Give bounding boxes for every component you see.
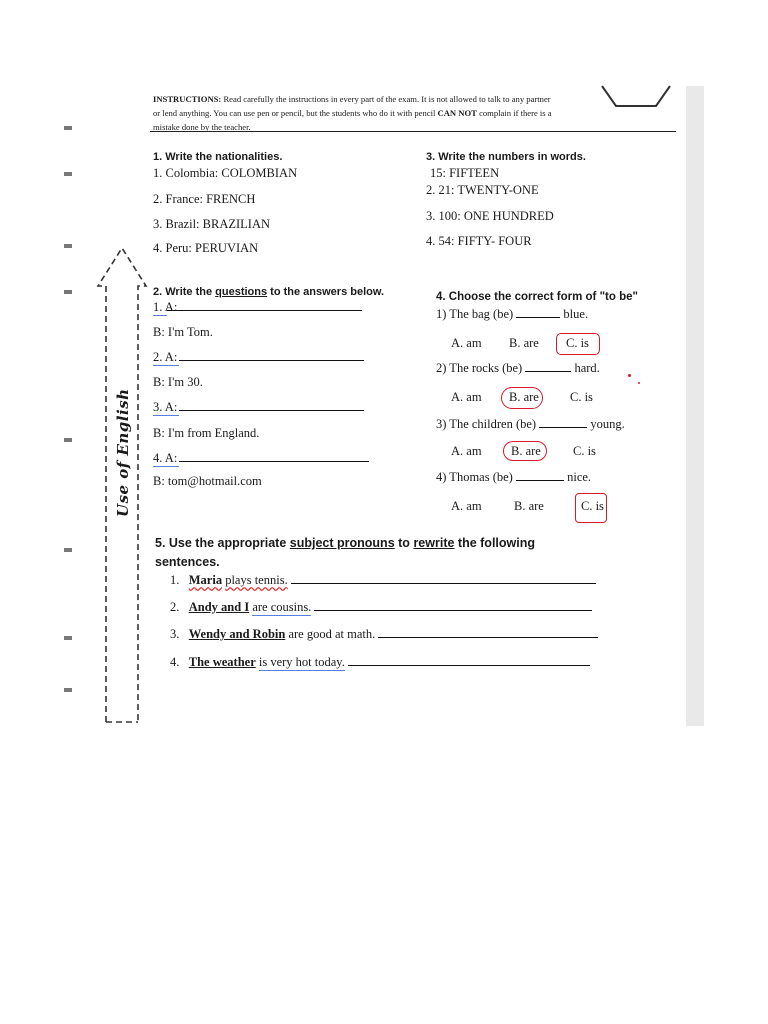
option: A. am — [451, 499, 482, 513]
option: A. am — [451, 444, 482, 458]
rewrite-number: 2. — [170, 600, 180, 614]
instructions-text-2a: or lend anything. You can use pen or pencil, but the students who do it with pencil — [153, 108, 436, 118]
instructions-text-1: Read carefully the instructions in every part of the exam. It is not allowed to talk to any partner — [223, 94, 551, 104]
rewrite-item — [170, 655, 590, 671]
choice-question-text: 4) Thomas (be) — [436, 470, 513, 484]
rewrite-number: 1. — [170, 573, 180, 587]
section-1-title: 1. Write the nationalities. — [153, 151, 283, 163]
rewrite-number: 4. — [170, 655, 180, 669]
section-2-title-post: to the answers below. — [270, 286, 385, 298]
question-prefix: 2. A: — [153, 350, 178, 364]
answer-line: B: tom@hotmail.com — [153, 474, 262, 488]
instructions-label: INSTRUCTIONS: — [153, 94, 222, 104]
option: A. am — [451, 336, 482, 350]
rewrite-item — [170, 573, 596, 588]
rewrite-number: 3. — [170, 627, 180, 641]
question-line — [153, 400, 364, 416]
option: B. are — [514, 499, 544, 513]
rewrite-rest: are cousins. — [252, 600, 312, 614]
rewrite-item — [170, 600, 592, 616]
instructions-text-2b: complain if there is a — [479, 108, 552, 118]
choice-question-text: 3) The children (be) — [436, 417, 537, 431]
choice-question-end: young. — [590, 417, 625, 431]
rewrite-rest: is very hot today. — [258, 655, 345, 669]
section-2-title-pre: 2. Write the — [153, 286, 213, 298]
instructions-cannot: CAN NOT — [437, 108, 477, 118]
sheet-edge — [686, 86, 704, 726]
rewrite-rest: are good at math. — [288, 627, 376, 641]
section-5-subject-pronouns: subject pronouns — [289, 536, 395, 550]
section-4-title: 4. Choose the correct form of "to be" — [436, 291, 638, 303]
rewrite-item — [170, 627, 598, 642]
option: B. are — [509, 336, 539, 350]
section-3-item: 4. 54: FIFTY- FOUR — [426, 234, 532, 248]
rewrite-rest: plays tennis. — [225, 573, 288, 587]
choice-question — [436, 361, 600, 376]
side-label: Use of English — [114, 388, 132, 517]
question-line — [153, 350, 364, 366]
question-line — [153, 300, 362, 316]
answer-circle — [575, 493, 607, 523]
option-selected: B. are — [509, 390, 539, 404]
corner-shape — [600, 84, 672, 112]
choice-question-end: hard. — [574, 361, 600, 375]
option: A. am — [451, 390, 482, 404]
answer-line: B: I'm from England. — [153, 426, 260, 440]
section-1-item: 2. France: FRENCH — [153, 192, 256, 206]
section-3-item: 15: FIFTEEN — [430, 166, 500, 180]
red-dot — [628, 374, 631, 377]
choice-question — [436, 417, 625, 432]
section-5-rewrite: rewrite — [413, 536, 455, 550]
instructions-text-3: mistake done by the teacher. — [153, 122, 251, 132]
question-line — [153, 451, 369, 467]
choice-question-end: blue. — [563, 307, 589, 321]
section-1-item: 1. Colombia: COLOMBIAN — [153, 166, 298, 180]
answer-circle — [501, 387, 543, 409]
option-selected: B. are — [511, 444, 541, 458]
section-3-item: 3. 100: ONE HUNDRED — [426, 209, 554, 223]
section-5-title-line2: sentences. — [155, 555, 220, 569]
rewrite-subject: Wendy and Robin — [188, 627, 286, 641]
red-dot — [638, 382, 640, 384]
option: C. is — [570, 390, 593, 404]
option-selected: C. is — [581, 499, 604, 513]
question-prefix: 1. A: — [153, 300, 178, 314]
question-prefix: 3. A: — [153, 400, 178, 414]
choice-question — [436, 470, 591, 485]
answer-line: B: I'm 30. — [153, 375, 203, 389]
section-3-title: 3. Write the numbers in words. — [426, 151, 586, 163]
section-1-item: 4. Peru: PERUVIAN — [153, 241, 259, 255]
answer-line: B: I'm Tom. — [153, 325, 213, 339]
choice-question-text: 1) The bag (be) — [436, 307, 514, 321]
section-5-title-to: to — [398, 536, 410, 550]
rewrite-subject: The weather — [188, 655, 256, 669]
section-1-item: 3. Brazil: BRAZILIAN — [153, 217, 270, 231]
option: C. is — [573, 444, 596, 458]
section-2-title — [153, 286, 384, 298]
option-selected: C. is — [566, 336, 589, 350]
rewrite-subject: Maria — [188, 573, 223, 587]
section-5-title — [155, 536, 535, 550]
answer-circle — [556, 333, 600, 355]
choice-question-text: 2) The rocks (be) — [436, 361, 523, 375]
section-3-item: 2. 21: TWENTY-ONE — [426, 183, 539, 197]
section-2-title-questions: questions — [215, 286, 268, 298]
choice-question-end: nice. — [567, 470, 592, 484]
choice-question — [436, 307, 588, 322]
section-5-title-pre: 5. Use the appropriate — [155, 536, 287, 550]
answer-circle — [503, 441, 547, 461]
question-prefix: 4. A: — [153, 451, 178, 465]
rewrite-subject: Andy and I — [188, 600, 250, 614]
section-5-title-post: the following — [457, 536, 535, 550]
instructions-divider — [150, 131, 676, 132]
